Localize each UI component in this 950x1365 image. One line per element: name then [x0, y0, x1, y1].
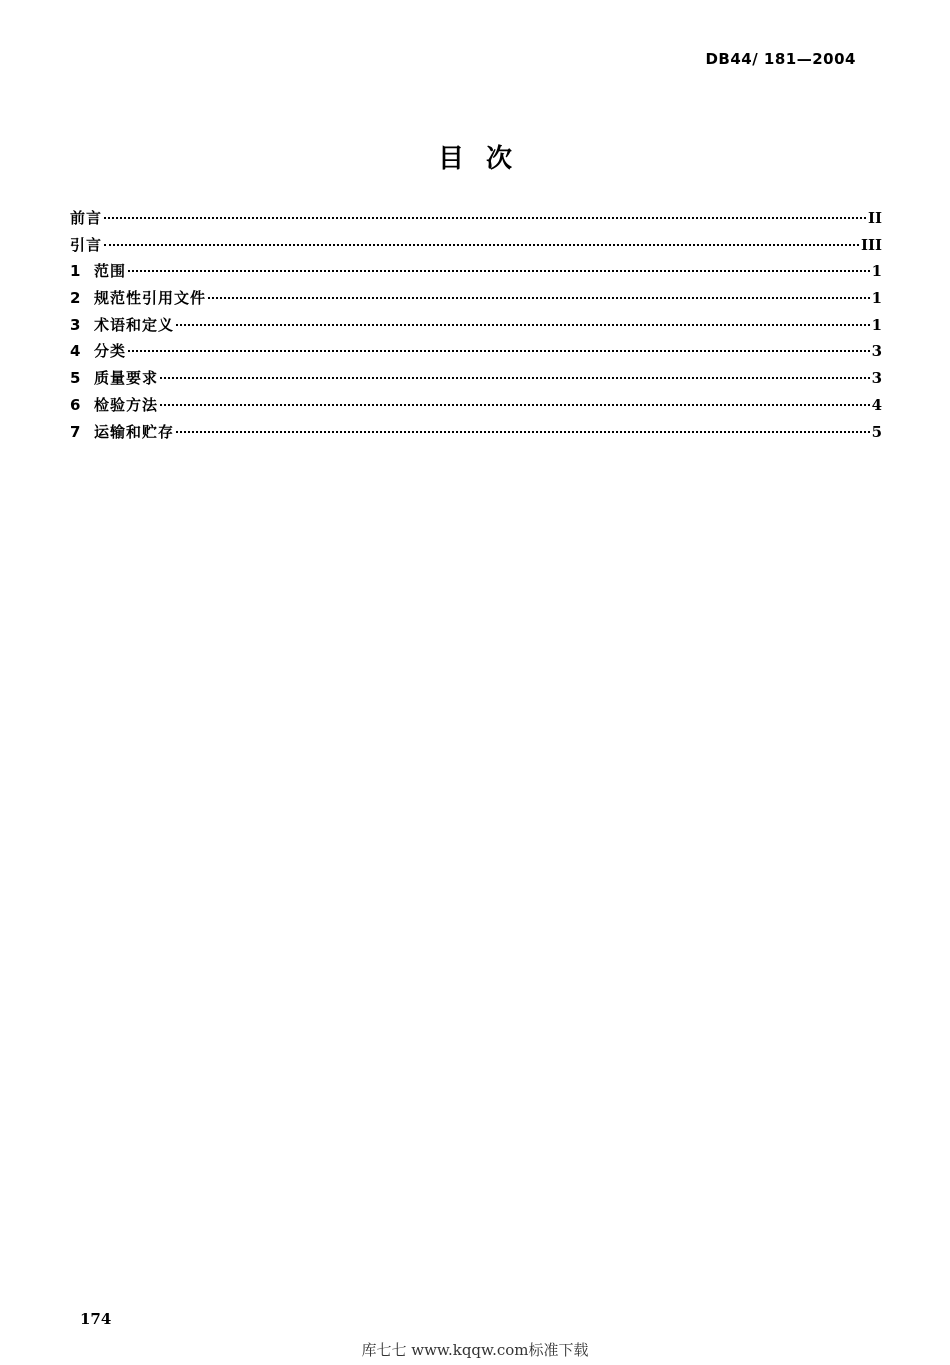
dot-leader	[104, 217, 866, 219]
toc-entry-introduction[interactable]	[70, 234, 882, 261]
toc-entry-transport-storage[interactable]	[70, 421, 882, 448]
dot-leader	[160, 404, 870, 406]
toc-entry-quality-requirements[interactable]	[70, 367, 882, 394]
toc-entry-page: 4	[871, 395, 882, 414]
toc-entry-classification[interactable]	[70, 340, 882, 367]
toc-entry-label: 术语和定义	[94, 315, 175, 334]
toc-entry-page: 1	[871, 289, 882, 308]
toc-entry-normative-references[interactable]	[70, 287, 882, 314]
table-of-contents	[70, 207, 882, 447]
toc-entry-number: 4	[70, 342, 81, 361]
page-title: 目次	[437, 144, 534, 174]
toc-entry-foreword[interactable]	[70, 207, 882, 234]
toc-entry-label: 前言	[70, 209, 103, 227]
toc-entry-label: 质量要求	[94, 369, 159, 388]
watermark-text: 库七七 www.kqqw.com标准下载	[361, 1341, 589, 1359]
page-number: 174	[80, 1310, 112, 1328]
toc-entry-scope[interactable]	[70, 260, 882, 287]
dot-leader	[176, 431, 870, 433]
toc-entry-label: 运输和贮存	[94, 422, 175, 441]
toc-entry-page: III	[860, 235, 882, 254]
toc-entry-label: 检验方法	[94, 395, 159, 414]
dot-leader	[208, 297, 870, 299]
toc-entry-terms-definitions[interactable]	[70, 314, 882, 341]
toc-entry-page: 5	[871, 422, 882, 441]
toc-entry-page: 3	[871, 342, 882, 361]
dot-leader	[104, 244, 859, 246]
toc-entry-number: 7	[70, 422, 81, 441]
toc-entry-label: 分类	[94, 342, 127, 361]
dot-leader	[128, 350, 870, 352]
toc-entry-number: 3	[70, 315, 81, 334]
toc-entry-page: II	[867, 209, 882, 227]
toc-entry-page: 3	[871, 369, 882, 388]
dot-leader	[176, 324, 870, 326]
toc-entry-test-methods[interactable]	[70, 394, 882, 421]
document-code: DB44/ 181—2004	[705, 50, 856, 68]
toc-entry-label: 引言	[70, 235, 103, 254]
dot-leader	[160, 377, 870, 379]
toc-entry-page: 1	[871, 262, 882, 281]
toc-entry-number: 6	[70, 395, 81, 414]
dot-leader	[128, 270, 870, 272]
toc-entry-label: 范围	[94, 262, 127, 281]
toc-entry-label: 规范性引用文件	[94, 289, 207, 308]
toc-entry-number: 1	[70, 262, 81, 281]
toc-entry-page: 1	[871, 315, 882, 334]
toc-entry-number: 5	[70, 369, 81, 388]
toc-entry-number: 2	[70, 289, 81, 308]
